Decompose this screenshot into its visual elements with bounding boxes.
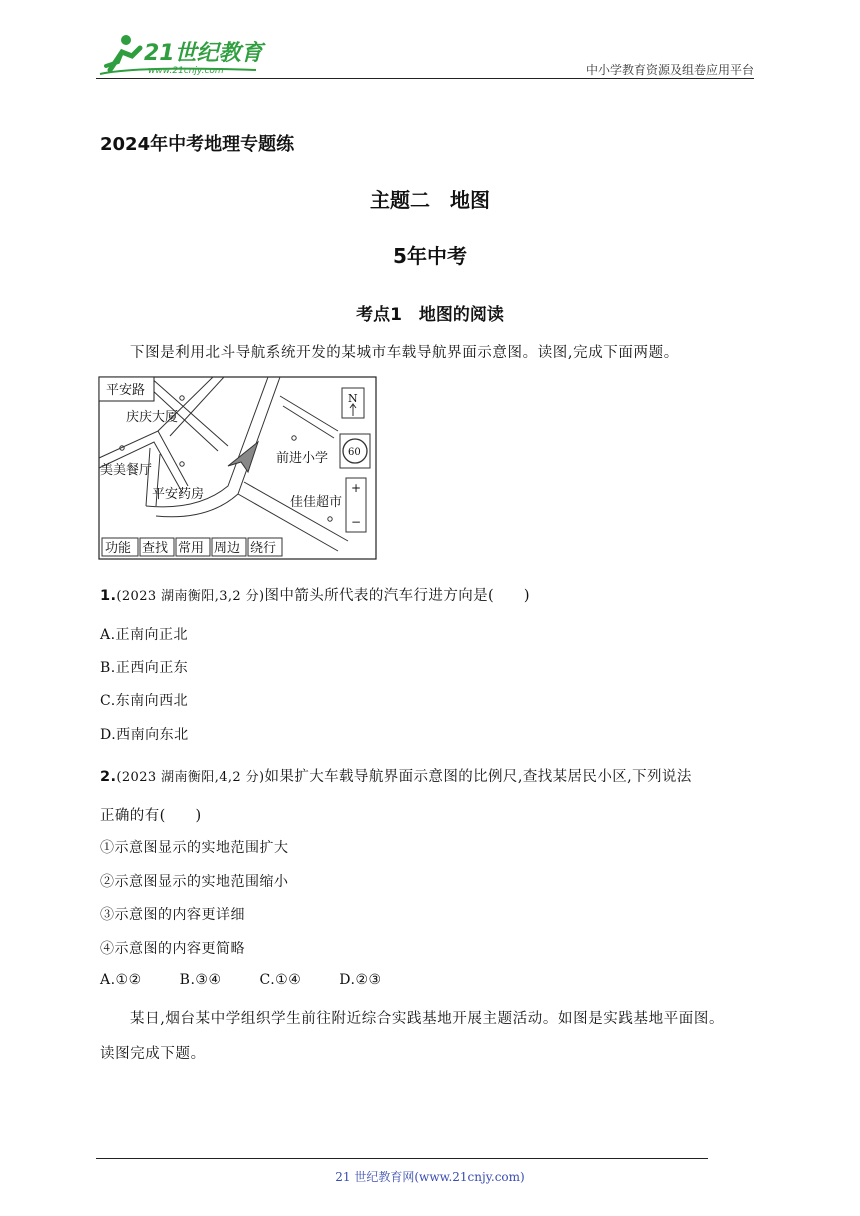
svg-text:N: N (348, 392, 358, 405)
map-road-label: 平安路 (106, 383, 146, 398)
intro-paragraph-2-line-2: 读图完成下题。 (100, 1046, 206, 1062)
q1-option-b: B.正西向正东 (100, 660, 189, 676)
q2-option-d: D.②③ (339, 972, 382, 988)
q1-option-d: D.西南向东北 (100, 727, 189, 743)
q2-statement-4: ④示意图的内容更简略 (100, 941, 245, 957)
q2-option-c: C.①④ (259, 972, 302, 988)
question-1 (100, 584, 530, 605)
intro-paragraph-1: 下图是利用北斗导航系统开发的某城市车载导航界面示意图。读图,完成下面两题。 (130, 345, 679, 361)
header-platform-text: 中小学教育资源及组卷应用平台 (585, 63, 754, 77)
map-place-jiajia-supermarket: 佳佳超市 (290, 495, 343, 510)
map-button-common[interactable]: 常用 (178, 541, 205, 556)
svg-text:60: 60 (348, 447, 361, 458)
q1-option-a: A.正南向正北 (100, 627, 189, 643)
map-place-meimei: 美美餐厅 (100, 463, 153, 478)
q2-options (100, 972, 420, 988)
kaodian-title: 考点1 地图的阅读 (356, 305, 504, 325)
zoom-out-button[interactable]: − (351, 515, 362, 529)
zoom-in-button[interactable]: + (351, 481, 362, 495)
document-title: 2024年中考地理专题练 (100, 134, 295, 155)
q2-option-b: B.③④ (179, 972, 222, 988)
map-button-search[interactable]: 查找 (142, 541, 169, 556)
q1-option-c: C.东南向西北 (100, 693, 189, 709)
q2-statement-1: ①示意图显示的实地范围扩大 (100, 840, 289, 856)
logo-url: www.21cnjy.com (148, 66, 224, 76)
question-stem: 如果扩大车载导航界面示意图的比例尺,查找某居民小区,下列说法 (264, 769, 692, 785)
map-place-qianjin-school: 前进小学 (276, 451, 329, 466)
map-button-nearby[interactable]: 周边 (214, 541, 241, 556)
question-source: (2023 湖南衡阳,3,2 分) (116, 589, 265, 604)
navigation-map-figure (98, 376, 378, 560)
question-stem: 图中箭头所代表的汽车行进方向是( ) (264, 588, 530, 604)
speed-limit-icon (340, 434, 370, 468)
map-button-detour[interactable]: 绕行 (250, 541, 277, 556)
map-place-pingan-pharmacy: 平安药房 (152, 487, 205, 502)
q2-option-a: A.①② (100, 972, 142, 988)
logo-text: 21世纪教育 (144, 41, 263, 66)
question-source: (2023 湖南衡阳,4,2 分) (116, 770, 265, 785)
q2-statement-2: ②示意图显示的实地范围缩小 (100, 874, 289, 890)
question-2-line-2: 正确的有( ) (100, 808, 202, 824)
map-place-qingqing: 庆庆大厦 (126, 410, 179, 425)
header-divider (96, 78, 754, 79)
theme-title: 主题二 地图 (370, 188, 490, 212)
footer-divider (96, 1158, 708, 1159)
footer-link[interactable]: 21 世纪教育网(www.21cnjy.com) (335, 1170, 525, 1184)
map-button-function[interactable]: 功能 (105, 541, 132, 556)
question-2 (100, 765, 692, 786)
north-arrow-icon (342, 388, 364, 418)
site-logo (96, 30, 266, 78)
intro-paragraph-2: 某日,烟台某中学组织学生前往附近综合实践基地开展主题活动。如图是实践基地平面图。 (130, 1011, 725, 1027)
q2-statement-3: ③示意图的内容更详细 (100, 907, 245, 923)
question-number: 2. (100, 769, 117, 785)
question-number: 1. (100, 588, 117, 604)
section-title: 5年中考 (393, 244, 467, 268)
